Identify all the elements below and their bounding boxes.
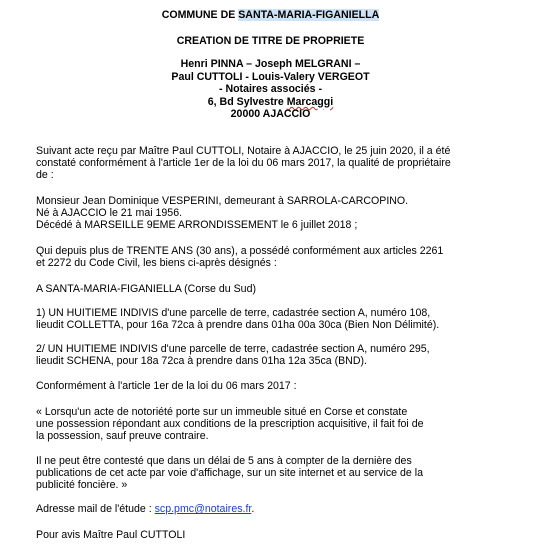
commune-name-selected[interactable]: SANTA-MARIA-FIGANIELLA	[238, 9, 380, 21]
possession-line-2: et 2272 du Code Civil, les biens ci-après désignés :	[36, 257, 277, 269]
parcel2-line-2: lieudit SCHENA, pour 18a 72ca à prendre dans 01ha 12a 35ca (BND).	[36, 355, 367, 367]
notaries-line-2: Paul CUTTOLI - Louis-Valery VERGEOT	[171, 71, 370, 83]
location-line: A SANTA-MARIA-FIGANIELLA (Corse du Sud)	[36, 283, 256, 295]
notaries-line-1: Henri PINNA – Joseph MELGRANI –	[180, 58, 361, 70]
quote1-line-2: une possession répondant aux conditions de la prescription acquisitive, il fait foi de	[36, 418, 424, 430]
address-city: 20000 AJACCIO	[230, 108, 311, 120]
intro-line-2: constaté conformément à l'article 1er de la loi du 06 mars 2017, la qualité de propriétaire	[36, 157, 451, 169]
email-link[interactable]: scp.pmc@notaires.fr	[154, 503, 252, 515]
email-label: Adresse mail de l'étude :	[36, 503, 155, 515]
intro-line-1: Suivant acte reçu par Maître Paul CUTTOLI, Notaire à AJACCIO, le 25 juin 2020, il a été	[36, 145, 451, 157]
owner-line-3: Décédé à MARSEILLE 9EME ARRONDISSEMENT le 6 juillet 2018 ;	[36, 219, 358, 231]
email-line	[36, 503, 254, 515]
address-prefix: 6, Bd Sylvestre	[207, 96, 287, 108]
parcel1-line-1: 1) UN HUITIEME INDIVIS d'une parcelle de terre, cadastrée section A, numéro 108,	[36, 307, 431, 319]
document-title: CREATION DE TITRE DE PROPRIETE	[176, 35, 365, 47]
quote2-line-2: publications de cet acte par voie d'affichage, sur un site internet et au service de la	[36, 467, 423, 479]
quote1-line-1: « Lorsqu'un acte de notoriété porte sur un immeuble situé en Corse et constate	[36, 406, 408, 418]
commune-prefix: COMMUNE DE	[161, 9, 239, 21]
address-street-line	[0, 96, 541, 108]
email-suffix: .	[251, 503, 255, 515]
address-street-misspelled: Marcaggi	[286, 96, 334, 108]
intro-line-3: de :	[36, 169, 54, 181]
owner-line-1: Monsieur Jean Dominique VESPERINI, demeurant à SARROLA-CARCOPINO.	[36, 195, 409, 207]
parcel1-line-2: lieudit COLLETTA, pour 16a 72ca à prendre dans 01ha 00a 30ca (Bien Non Délimité).	[36, 319, 440, 331]
notaries-line-3: - Notaires associés -	[218, 83, 323, 95]
owner-line-2: Né à AJACCIO le 21 mai 1956.	[36, 207, 183, 219]
parcel2-line-1: 2/ UN HUITIEME INDIVIS d'une parcelle de terre, cadastrée section A, numéro 295,	[36, 343, 430, 355]
possession-line-1: Qui depuis plus de TRENTE ANS (30 ans), a possédé conformément aux articles 2261	[36, 245, 444, 257]
quote2-line-3: publicité foncière. »	[36, 479, 128, 491]
signature-line: Pour avis Maître Paul CUTTOLI	[36, 529, 186, 541]
conformement-line: Conformément à l'article 1er de la loi du 06 mars 2017 :	[36, 380, 297, 392]
quote2-line-1: Il ne peut être contesté que dans un délai de 5 ans à compter de la dernière des	[36, 455, 412, 467]
quote1-line-3: la possession, sauf preuve contraire.	[36, 430, 209, 442]
commune-heading	[0, 9, 541, 21]
